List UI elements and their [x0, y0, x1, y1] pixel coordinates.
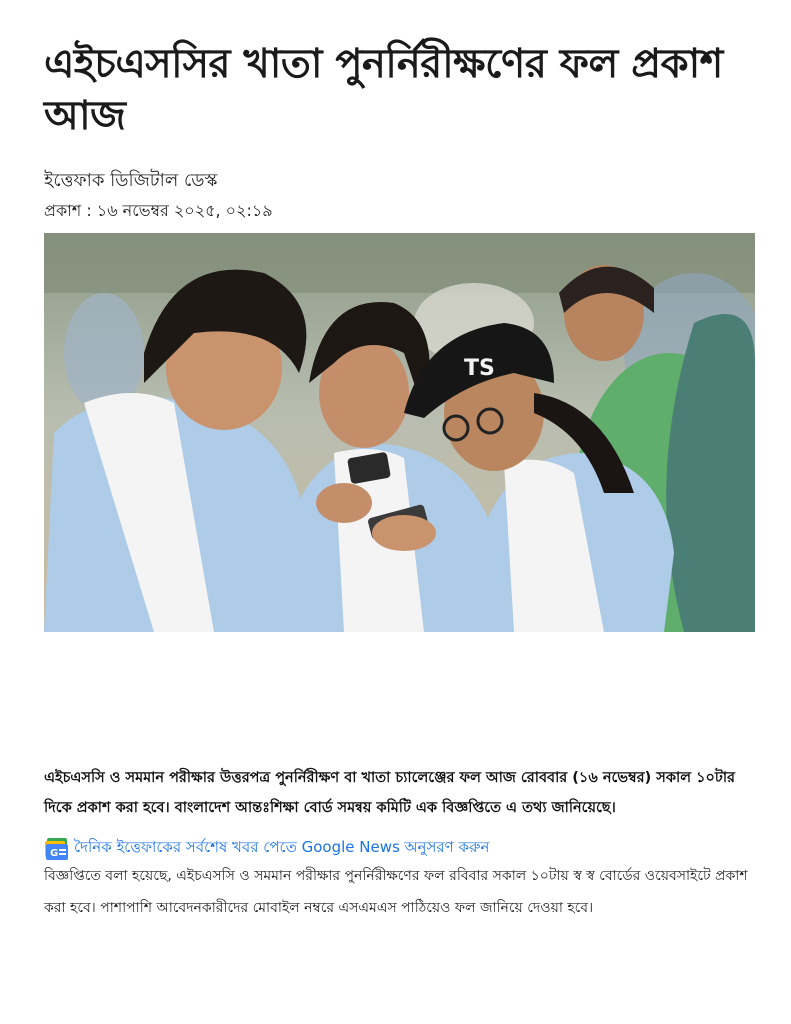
svg-text:G: G	[50, 847, 59, 859]
google-news-icon	[44, 838, 70, 860]
article-headline: এইচএসসির খাতা পুনর্নিরীক্ষণের ফল প্রকাশ আজ	[44, 41, 723, 139]
publish-date: প্রকাশ : ১৬ নভেম্বর ২০২৫, ০২:১৯	[44, 201, 273, 220]
article-photo	[44, 233, 755, 632]
article-body-paragraph: বিজ্ঞপ্তিতে বলা হয়েছে, এইচএসসি ও সমমান পরীক্ষার পুনর্নিরীক্ষণের ফল রবিবার সকাল ১০টায় স্ব স্ব বোর্ডের ওয়েবসাইটে প্রকাশ করা হবে। পাশাপাশি আবেদনকারীদের মোবাইল নম্বরে এসএমএস পাঠিয়েও ফল জানিয়ে দেওয়া হবে।	[44, 868, 748, 916]
article-lead-paragraph: এইচএসসি ও সমমান পরীক্ষার উত্তরপত্র পুনর্নিরীক্ষণ বা খাতা চ্যালেঞ্জের ফল আজ রোববার (১৬ নভেম্বর) সকাল ১০টার দিকে প্রকাশ করা হবে। বাংলাদেশ আন্তঃশিক্ষা বোর্ড সমন্বয় কমিটি এক বিজ্ঞপ্তিতে এ তথ্য জানিয়েছে।	[44, 770, 735, 816]
article-author[interactable]: ইত্তেফাক ডিজিটাল ডেস্ক	[44, 170, 218, 191]
cap-logo-text: TS	[464, 356, 495, 381]
google-news-follow-link[interactable]	[44, 836, 489, 861]
google-news-link-label[interactable]: দৈনিক ইত্তেফাকের সর্বশেষ খবর পেতে Google News অনুসরণ করুন	[74, 838, 490, 856]
